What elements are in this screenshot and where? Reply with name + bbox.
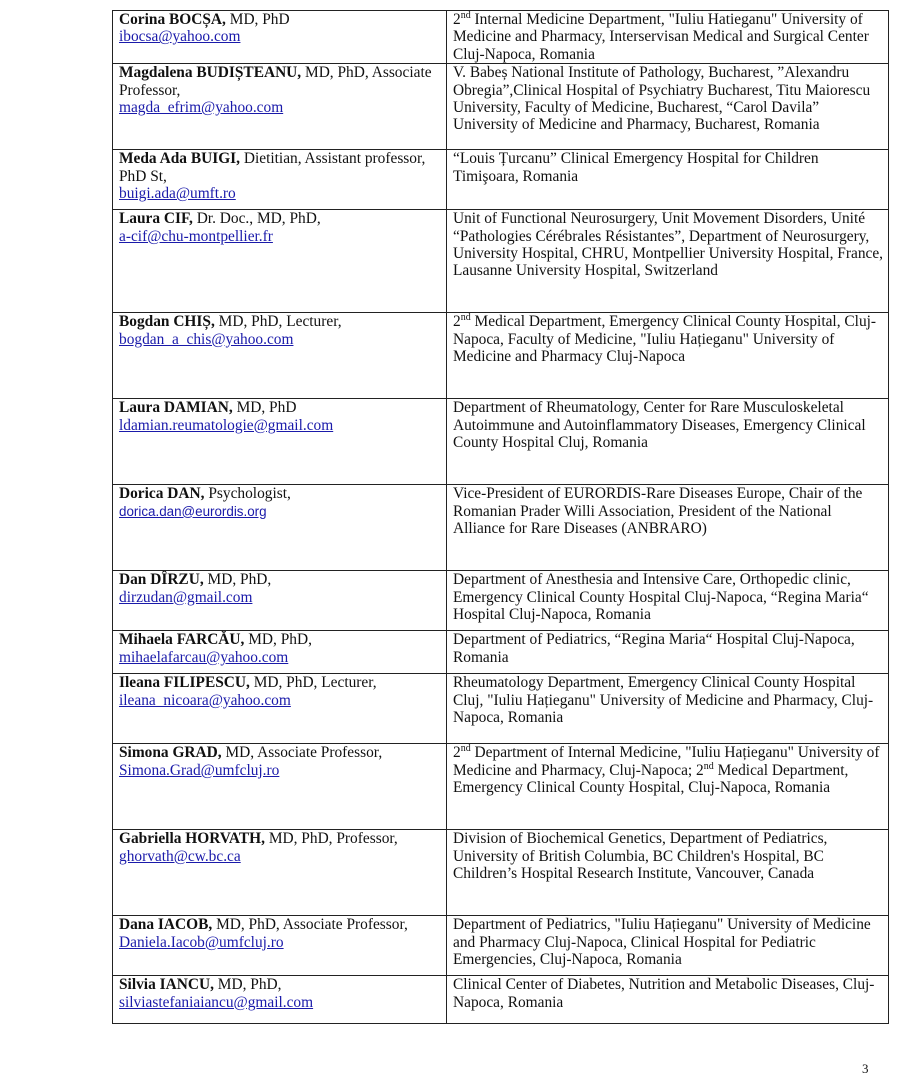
person-degrees: MD, PhD, bbox=[213, 976, 282, 994]
email-link[interactable]: a-cif@chu-montpellier.fr bbox=[119, 227, 273, 245]
affiliation-text: 2 bbox=[453, 744, 461, 762]
affiliation-text: Clinical Center of Diabetes, Nutrition and Metabolic Diseases, Cluj-Napoca, Romania bbox=[453, 976, 875, 1011]
person-name: Ileana FILIPESCU, bbox=[119, 674, 250, 692]
person-cell bbox=[113, 64, 447, 150]
affiliation-text: Department of Rheumatology, Center for Rare Musculoskeletal Autoimmune and Autoinflammatory Diseases, Emergency Clinical County Hospital Cluj, Romania bbox=[453, 399, 866, 452]
affiliation-text: 2 bbox=[453, 313, 461, 331]
person-cell bbox=[113, 150, 447, 210]
affiliation-text: Medical Department, Emergency Clinical County Hospital, Cluj-Napoca, Faculty of Medicine, "Iuliu Hațieganu" University of Medicine and Pharmacy Cluj-Napoca bbox=[453, 313, 877, 366]
person-degrees: MD, PhD, bbox=[203, 571, 272, 589]
affiliation-text: Vice-President of EURORDIS-Rare Diseases Europe, Chair of the Romanian Prader Willi Association, President of the National Alliance for Rare Diseases (ANBRARO) bbox=[453, 485, 863, 538]
table-row bbox=[113, 631, 889, 674]
affiliation-text: V. Babeș National Institute of Pathology, Bucharest, ”Alexandru Obregia”,Clinical Hospital of Psychiatry Bucharest, Titu Maiorescu University, Faculty of Medicine, Bucharest, “Carol Davila” University of Medicine and Pharmacy, Bucharest, Romania bbox=[453, 64, 871, 134]
table-row bbox=[113, 830, 889, 916]
person-cell bbox=[113, 210, 447, 313]
affiliation-text: Department of Anesthesia and Intensive Care, Orthopedic clinic, Emergency Clinical County Hospital Cluj-Napoca, “Regina Maria“ Hospital Cluj-Napoca, Romania bbox=[453, 571, 869, 624]
affiliation-cell bbox=[447, 210, 889, 313]
person-name: Bogdan CHIȘ, bbox=[119, 313, 215, 331]
email-link[interactable]: ibocsa@yahoo.com bbox=[119, 28, 241, 46]
person-cell bbox=[113, 916, 447, 976]
person-cell bbox=[113, 485, 447, 571]
ordinal-superscript: nd bbox=[460, 743, 471, 755]
table-row bbox=[113, 674, 889, 744]
person-cell bbox=[113, 571, 447, 631]
person-name: Dorica DAN, bbox=[119, 485, 205, 503]
email-link[interactable]: silviastefaniaiancu@gmail.com bbox=[119, 993, 314, 1011]
table-row bbox=[113, 64, 889, 150]
person-cell bbox=[113, 830, 447, 916]
affiliation-text: 2 bbox=[453, 11, 461, 28]
affiliation-cell bbox=[447, 830, 889, 916]
affiliation-text: Internal Medicine Department, "Iuliu Hatieganu" University of Medicine and Pharmacy, Interservisan Medical and Surgical Center Cluj-Napoca, Romania bbox=[453, 11, 869, 63]
email-link[interactable]: ldamian.reumatologie@gmail.com bbox=[119, 416, 334, 434]
affiliation-cell bbox=[447, 399, 889, 485]
table-row bbox=[113, 11, 889, 64]
affiliation-text: Department of Pediatrics, "Iuliu Hațieganu" University of Medicine and Pharmacy Cluj-Napoca, Clinical Hospital for Pediatric Emergencies, Cluj-Napoca, Romania bbox=[453, 916, 871, 969]
ordinal-superscript: nd bbox=[460, 312, 471, 324]
person-cell bbox=[113, 674, 447, 744]
affiliation-text: “Louis Țurcanu” Clinical Emergency Hospital for Children Timişoara, Romania bbox=[453, 150, 819, 185]
email-link[interactable]: mihaelafarcau@yahoo.com bbox=[119, 648, 289, 666]
person-name: Silvia IANCU, bbox=[119, 976, 214, 994]
affiliation-cell bbox=[447, 64, 889, 150]
person-name: Simona GRAD, bbox=[119, 744, 222, 762]
person-degrees: MD, Associate Professor, bbox=[221, 744, 383, 762]
affiliation-cell bbox=[447, 313, 889, 399]
person-name: Corina BOCȘA, bbox=[119, 11, 226, 28]
person-name: Dan DÎRZU, bbox=[119, 571, 204, 589]
email-link[interactable]: Daniela.Iacob@umfcluj.ro bbox=[119, 933, 284, 951]
affiliation-text: Rheumatology Department, Emergency Clinical County Hospital Cluj, "Iuliu Hațieganu" University of Medicine and Pharmacy, Cluj-Napoca, Romania bbox=[453, 674, 874, 727]
person-degrees: MD, PhD, Professor, bbox=[264, 830, 398, 848]
table-row bbox=[113, 744, 889, 830]
page-number: 3 bbox=[862, 1061, 869, 1076]
affiliation-text: Department of Internal Medicine, "Iuliu Hațieganu" University of Medicine and Pharmacy, Cluj-Napoca; 2 bbox=[453, 744, 880, 779]
affiliation-cell bbox=[447, 674, 889, 744]
affiliation-text: Medical Department, Emergency Clinical County Hospital, Cluj-Napoca, Romania bbox=[453, 761, 849, 797]
person-name: Meda Ada BUIGI, bbox=[119, 150, 241, 168]
person-name: Laura CIF, bbox=[119, 210, 193, 228]
person-name: Mihaela FARCĂU, bbox=[119, 631, 245, 649]
table-row bbox=[113, 399, 889, 485]
person-cell bbox=[113, 399, 447, 485]
affiliation-cell bbox=[447, 485, 889, 571]
person-cell bbox=[113, 313, 447, 399]
email-link[interactable]: buigi.ada@umft.ro bbox=[119, 185, 236, 203]
affiliation-cell bbox=[447, 11, 889, 64]
person-degrees: Dietitian, Assistant professor, PhD St, bbox=[119, 150, 426, 185]
affiliation-text: Department of Pediatrics, “Regina Maria“ Hospital Cluj-Napoca, Romania bbox=[453, 631, 855, 666]
person-degrees: MD, PhD, Associate Professor, bbox=[119, 64, 432, 99]
ordinal-superscript: nd bbox=[703, 760, 714, 772]
person-degrees: MD, PhD, Lecturer, bbox=[214, 313, 342, 331]
affiliation-cell bbox=[447, 571, 889, 631]
table-row bbox=[113, 210, 889, 313]
person-name: Laura DAMIAN, bbox=[119, 399, 233, 417]
email-link[interactable]: Simona.Grad@umfcluj.ro bbox=[119, 761, 280, 779]
table-row bbox=[113, 976, 889, 1024]
affiliation-text: Unit of Functional Neurosurgery, Unit Movement Disorders, Unité “Pathologies Cérébrales Résistantes”, Department of Neurosurgery, University Hospital, CHRU, Montpellier University Hospital, France, Lausanne University Hospital, Switzerland bbox=[453, 210, 884, 280]
affiliation-cell bbox=[447, 976, 889, 1024]
person-name: Magdalena BUDIȘTEANU, bbox=[119, 64, 302, 82]
table-row bbox=[113, 916, 889, 976]
person-name: Dana IACOB, bbox=[119, 916, 213, 934]
affiliation-cell bbox=[447, 631, 889, 674]
person-degrees: MD, PhD bbox=[225, 11, 290, 28]
contributors-table bbox=[112, 10, 889, 1024]
affiliation-cell bbox=[447, 150, 889, 210]
table-row bbox=[113, 485, 889, 571]
person-cell bbox=[113, 744, 447, 830]
ordinal-superscript: nd bbox=[460, 10, 471, 21]
email-link[interactable]: dirzudan@gmail.com bbox=[119, 588, 253, 606]
person-degrees: Dr. Doc., MD, PhD, bbox=[192, 210, 321, 228]
table-row bbox=[113, 313, 889, 399]
email-link[interactable]: dorica.dan@eurordis.org bbox=[119, 503, 267, 519]
email-link[interactable]: bogdan_a_chis@yahoo.com bbox=[119, 330, 294, 348]
person-cell bbox=[113, 11, 447, 64]
affiliation-cell bbox=[447, 744, 889, 830]
person-degrees: MD, PhD, bbox=[244, 631, 312, 649]
person-cell bbox=[113, 976, 447, 1024]
email-link[interactable]: ghorvath@cw.bc.ca bbox=[119, 847, 241, 865]
person-degrees: MD, PhD, Lecturer, bbox=[249, 674, 377, 692]
person-degrees: Psychologist, bbox=[204, 485, 291, 503]
person-cell bbox=[113, 631, 447, 674]
table-row bbox=[113, 150, 889, 210]
affiliation-text: Division of Biochemical Genetics, Department of Pediatrics, University of British Columbia, BC Children's Hospital, BC Children’s Hospital Research Institute, Vancouver, Canada bbox=[453, 830, 828, 883]
email-link[interactable]: ileana_nicoara@yahoo.com bbox=[119, 691, 291, 709]
person-name: Gabriella HORVATH, bbox=[119, 830, 265, 848]
person-degrees: MD, PhD, Associate Professor, bbox=[212, 916, 408, 934]
person-degrees: MD, PhD bbox=[232, 399, 297, 417]
table-row bbox=[113, 571, 889, 631]
email-link[interactable]: magda_efrim@yahoo.com bbox=[119, 99, 284, 117]
affiliation-cell bbox=[447, 916, 889, 976]
